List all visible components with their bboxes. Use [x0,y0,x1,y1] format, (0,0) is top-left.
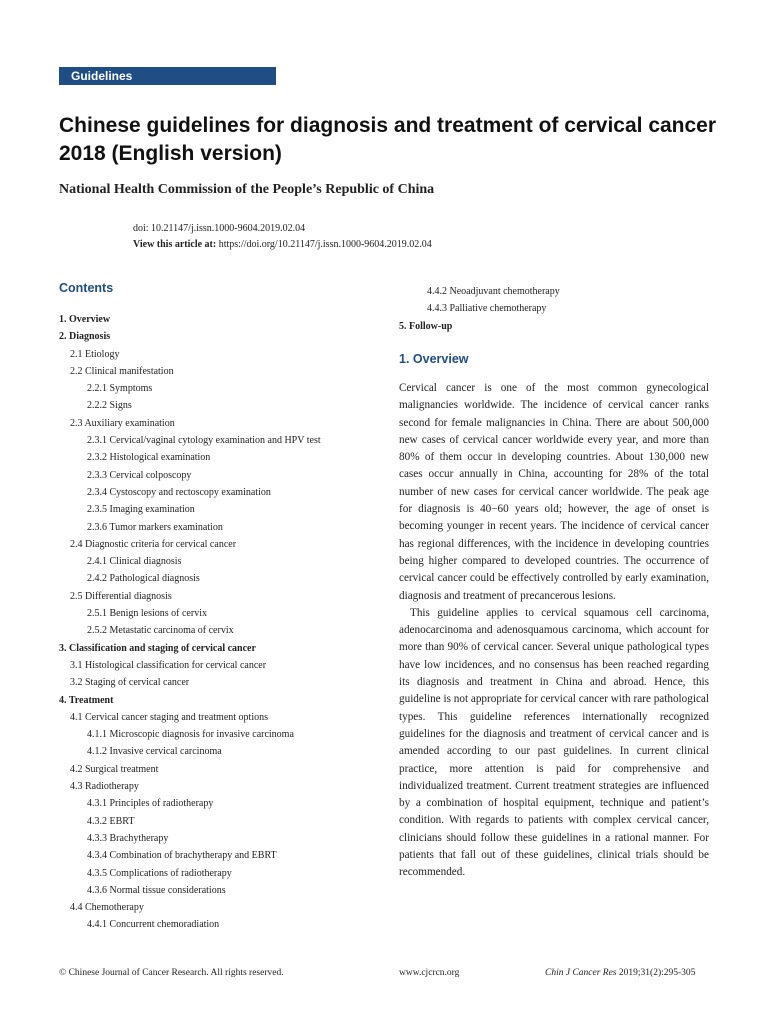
overview-paragraph: Cervical cancer is one of the most common gynecological malignancies worldwide. The incidence of cervical cancer ranks second for female malignancies in China. There are about 500,000 new cases of cervical cancer worldwide every year, and more than 80% of them occur in developing countries. About 130,000 new cases occur annually in China, accounting for 28% of the total number of new cases for cervical cancer worldwide. The peak age for diagnosis is 40−60 years old; however, the age of onset is becoming younger in recent years. The incidence of cervical cancer has regional differences, with the incidence in developing countries being higher compared to developed countries. The occurrence of cervical cancer could be effectively controlled by early examination, diagnosis and treatment of precancerous lesions. [399,382,709,602]
view-article-link[interactable]: https://doi.org/10.21147/j.issn.1000-9604.2019.02.04 [216,239,432,250]
view-article-label: View this article at: [133,239,217,250]
section-label: Guidelines [71,69,133,83]
toc-item[interactable]: 2.4.2 Pathological diagnosis [87,573,200,585]
toc-item[interactable]: 4.3.4 Combination of brachytherapy and EBRT [87,850,277,862]
toc-item[interactable]: 2.2.2 Signs [87,400,132,412]
toc-item[interactable]: 4.2 Surgical treatment [70,763,159,775]
toc-item[interactable]: 4.4 Chemotherapy [70,902,144,914]
toc-item[interactable]: 4.4.3 Palliative chemotherapy [427,303,547,315]
toc-item[interactable]: 2.1 Etiology [70,348,120,360]
toc-item[interactable]: 2.3.5 Imaging examination [87,504,195,516]
toc-item[interactable]: 2.2.1 Symptoms [87,383,153,395]
footer-journal: Chin J Cancer Res [545,968,617,978]
toc-left-column [59,311,394,934]
toc-item[interactable]: 4.1.2 Invasive cervical carcinoma [87,746,222,758]
toc-item[interactable]: 4.1 Cervical cancer staging and treatment options [70,711,268,723]
toc-item[interactable]: 1. Overview [59,314,111,325]
doi-line: doi: 10.21147/j.issn.1000-9604.2019.02.04 [133,223,306,234]
toc-item[interactable]: 4.3 Radiotherapy [70,781,139,793]
overview-heading: 1. Overview [399,352,469,366]
toc-item[interactable]: 3.2 Staging of cervical cancer [70,677,190,689]
footer-website[interactable]: www.cjcrcn.org [399,968,460,978]
footer-citation [545,968,695,978]
contents-heading: Contents [59,281,114,295]
toc-item[interactable]: 2.2 Clinical manifestation [70,365,174,377]
toc-item[interactable]: 2.3.2 Histological examination [87,452,211,464]
toc-item[interactable]: 2.5 Differential diagnosis [70,590,172,602]
toc-item[interactable]: 2.3.4 Cystoscopy and rectoscopy examination [87,486,271,498]
article-author: National Health Commission of the People’s Republic of China [59,182,435,197]
article-meta [133,221,432,253]
toc-item[interactable]: 2.4 Diagnostic criteria for cervical cancer [70,538,237,550]
footer-copyright: © Chinese Journal of Cancer Research. All rights reserved. [59,968,284,978]
toc-item[interactable]: 3. Classification and staging of cervical cancer [59,642,256,654]
toc-item[interactable]: 4.4.2 Neoadjuvant chemotherapy [427,286,560,297]
toc-item[interactable]: 2.3.3 Cervical colposcopy [87,469,192,481]
toc-item[interactable]: 4.3.1 Principles of radiotherapy [87,798,214,810]
toc-item[interactable]: 2.3 Auxiliary examination [70,417,175,429]
section-label-banner [59,67,276,85]
toc-item[interactable]: 2.4.1 Clinical diagnosis [87,556,182,568]
toc-item[interactable]: 3.1 Histological classification for cervical cancer [70,659,267,671]
article-title: Chinese guidelines for diagnosis and treatment of cervical cancer 2018 (English version) [59,114,717,165]
toc-item[interactable]: 4.4.1 Concurrent chemoradiation [87,919,220,931]
toc-item[interactable]: 2.3.6 Tumor markers examination [87,521,223,533]
overview-body [399,380,709,882]
toc-item[interactable]: 2.3.1 Cervical/vaginal cytology examination and HPV test [87,435,321,447]
toc-item[interactable]: 4.1.1 Microscopic diagnosis for invasive carcinoma [87,729,294,741]
toc-item[interactable]: 4.3.5 Complications of radiotherapy [87,867,232,879]
footer-volume: 2019;31(2):295-305 [616,968,696,978]
toc-item[interactable]: 4.3.2 EBRT [87,815,135,827]
toc-item[interactable]: 4.3.3 Brachytherapy [87,832,169,844]
toc-item[interactable]: 4. Treatment [59,694,114,706]
overview-paragraph: This guideline applies to cervical squamous cell carcinoma, adenocarcinoma and adenosquamous carcinoma, which account for more than 90% of cervical cancer. Several unique pathological types have low incidences, and no consensus has been reached regarding its diagnosis and treatment in China and abroad. Hence, this guideline is not appropriate for cervical cancer with rare pathological types. This guideline references internationally recognized guidelines for the diagnosis and treatment of cervical cancer and is amended according to our past guidelines. In current clinical practice, more attention is paid for comprehensive and individualized treatment. Current treatment strategies are influenced by a combination of hospital equipment, technique and patient’s condition. With regards to patients with complex cervical cancer, clinicians should follow these guidelines in a rational manner. For patients that fall out of these guidelines, clinical trials should be recommended. [399,606,709,879]
view-article-line [133,237,432,253]
toc-item[interactable]: 4.3.6 Normal tissue considerations [87,884,226,896]
toc-item[interactable]: 2. Diagnosis [59,331,111,343]
toc-item[interactable]: 2.5.1 Benign lesions of cervix [87,608,207,620]
toc-item[interactable]: 5. Follow-up [399,320,453,332]
toc-right-column [399,283,719,335]
toc-item[interactable]: 2.5.2 Metastatic carcinoma of cervix [87,625,234,637]
